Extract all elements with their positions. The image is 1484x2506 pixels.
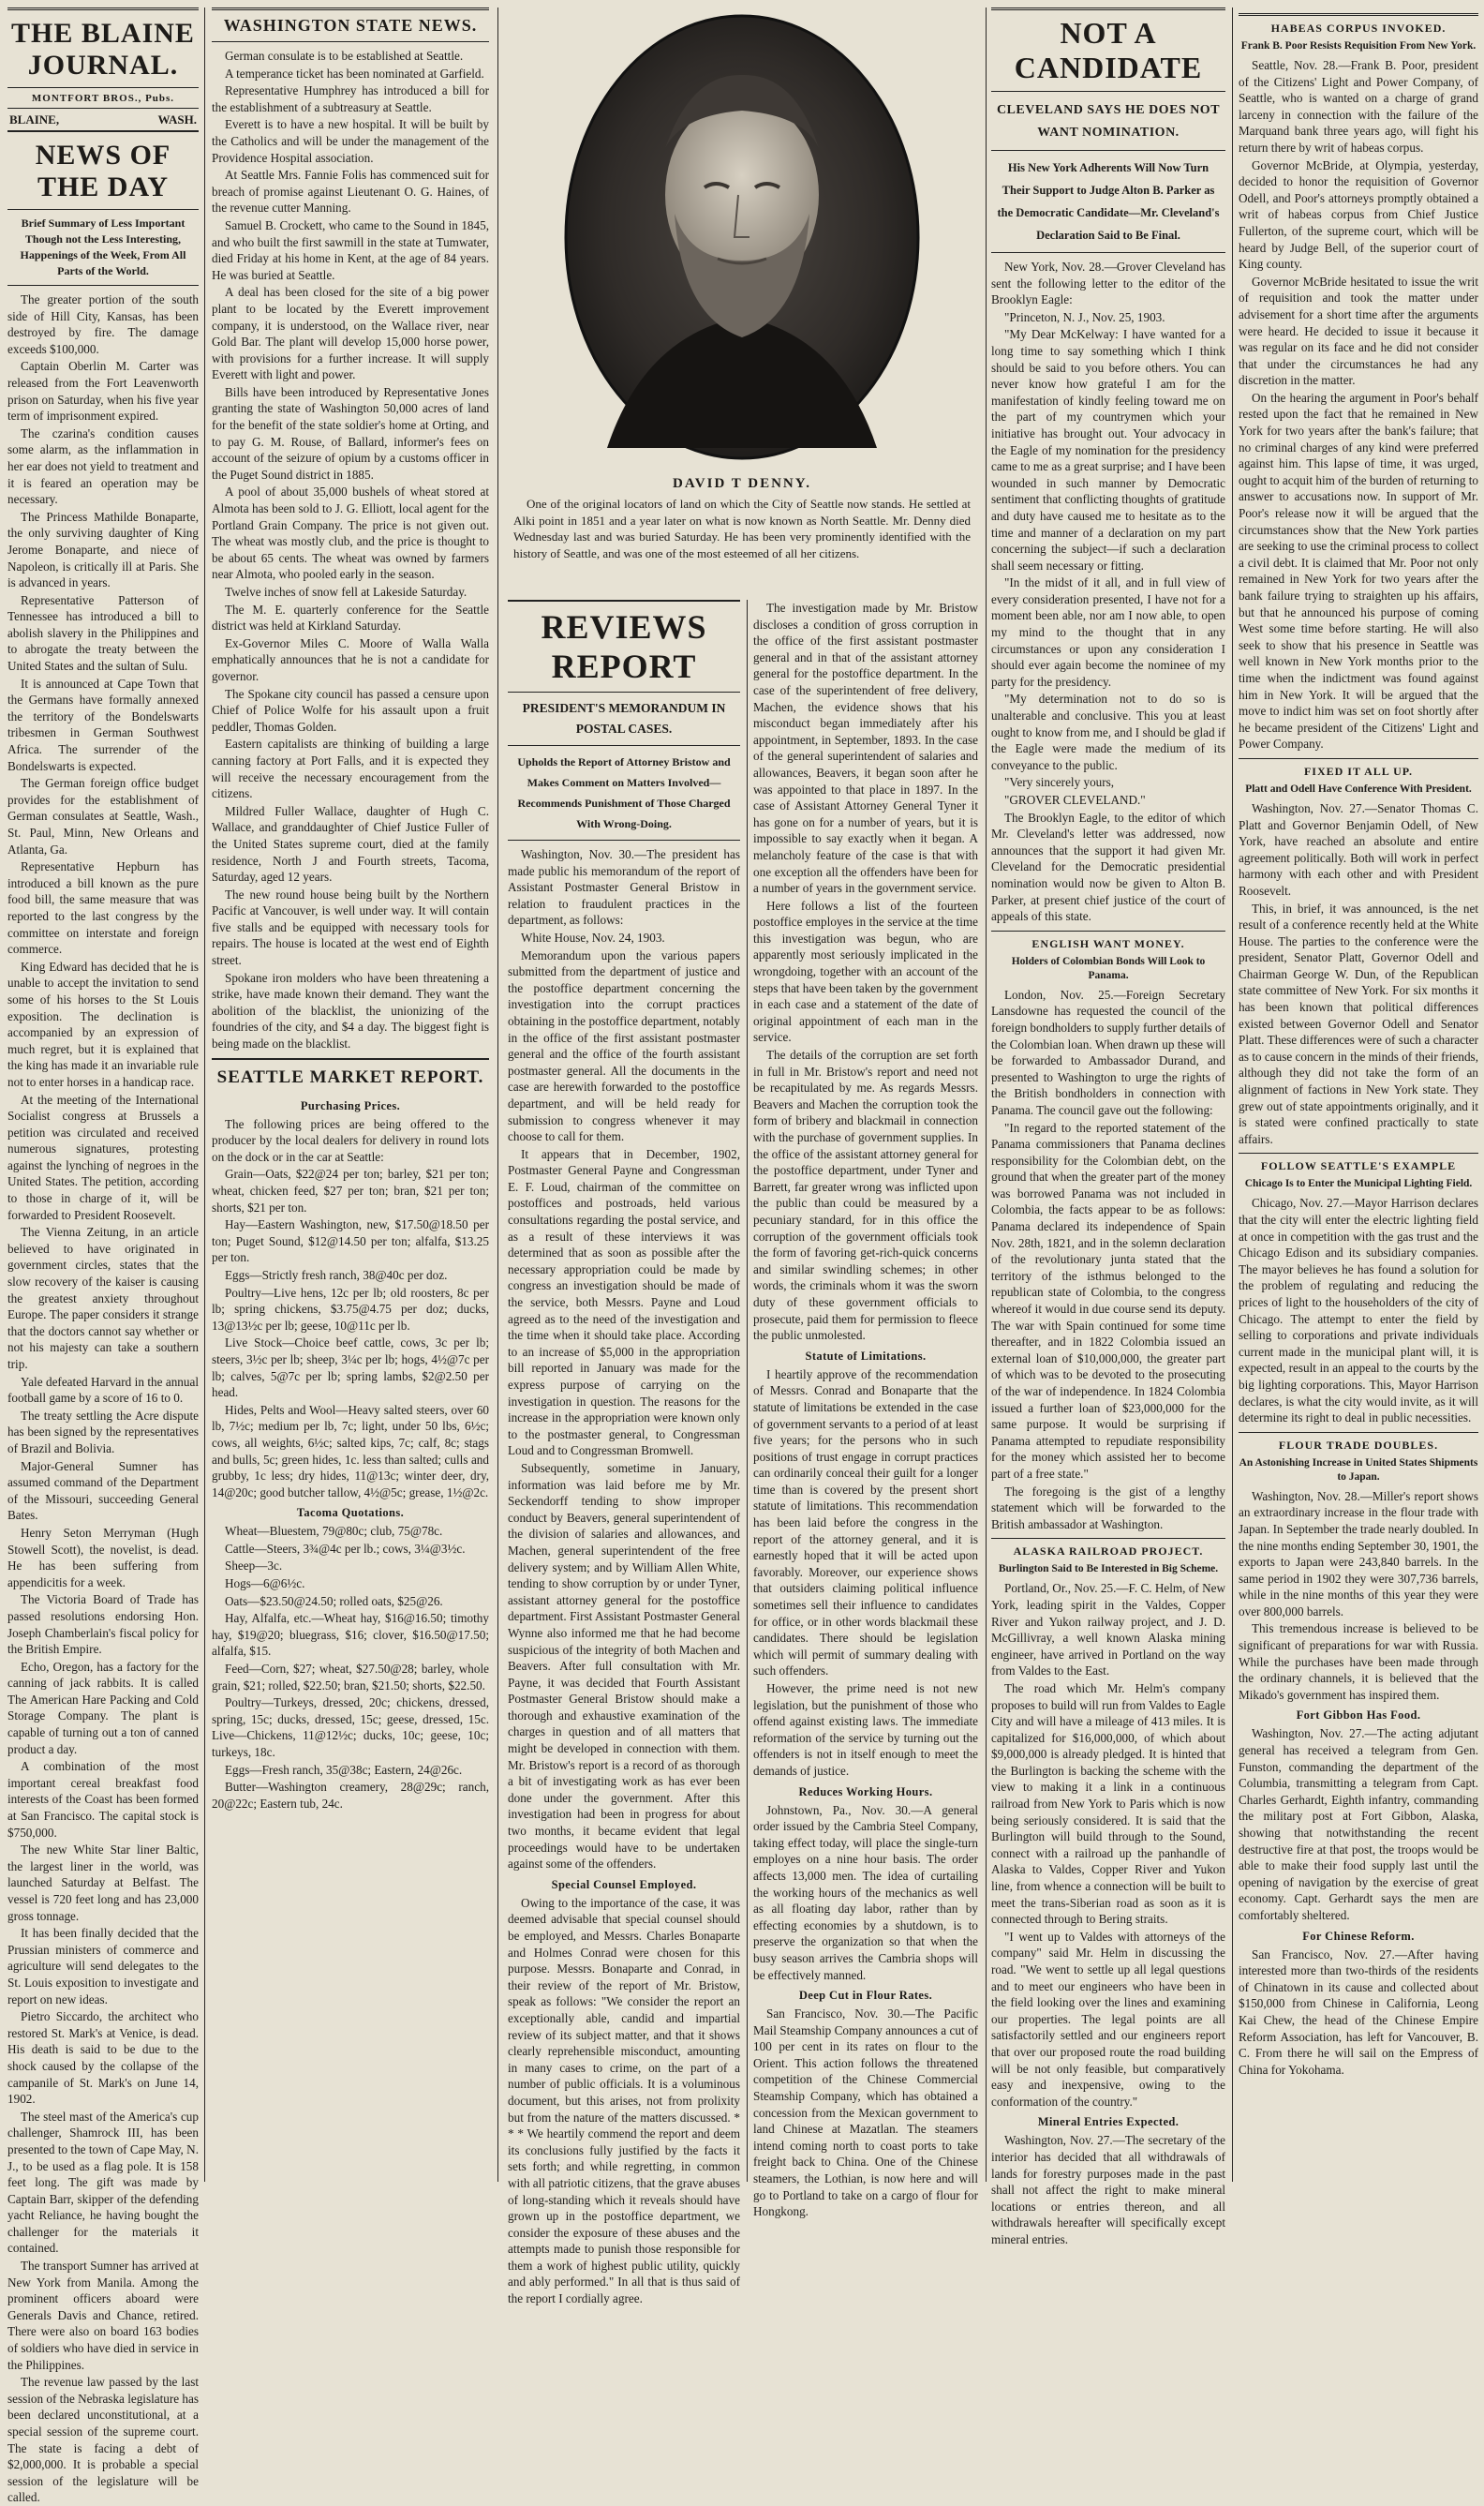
news-item: Representative Hepburn has introduced a bill known as the pure food bill, the same measure that was reported to the last congress by the committee on interstate and foreign commerce. — [7, 859, 199, 957]
flour-body — [1239, 1488, 1478, 1704]
news-item: The czarina's condition causes some alarm, as the inflammation in her ear does not yield to treatment and it is feared an operation may be necessary. — [7, 425, 199, 507]
candidate-deck: CLEVELAND SAYS HE DOES NOT WANT NOMINATION. — [991, 97, 1225, 151]
market-item: Grain—Oats, $22@24 per ton; barley, $21 per ton; wheat, chicken feed, $27 per ton; bran, $21 per ton; shorts, $21 per ton. — [212, 1167, 489, 1215]
masthead-title: THE BLAINE JOURNAL. — [7, 7, 199, 88]
news-item: King Edward has decided that he is unable to accept the invitation to send some of his horses to the St Louis exposition. The declination is accompanied by an expression of much regret, but it is explained that the king has made it an invariable rule not to enter horses in a handicap race. — [7, 959, 199, 1089]
special-counsel-title: Special Counsel Employed. — [551, 1877, 697, 1891]
market-item: Hay—Eastern Washington, new, $17.50@18.50 per ton; Puget Sound, $12@14.50 per ton; alfalfa, $13.25 per ton. — [212, 1217, 489, 1265]
chinese-title: For Chinese Reform. — [1302, 1929, 1415, 1943]
reviews-body — [508, 846, 740, 1872]
market-item: Hides, Pelts and Wool—Heavy salted steers, over 60 lb, 7½c; medium per lb, 7c; light, under 50 lbs, 6½c; cows, all weights, 6½c; salted kips, 7c; calf, 8c; stags and bulls, 5c; green hides, 1c. less than salted; culls and grubby, 1c less; dry hides, 11@13c; winter deer, dry, 14@20c; good butcher tallow, 4½@5c; grease, 1½@2c. — [212, 1402, 489, 1499]
alaska-paragraph: The road which Mr. Helm's company proposes to build will run from Valdes to Eagle City and will have a mileage of 413 miles. It is capitalized for $16,000,000, of which about $9,000,000 is already pledged. It is hinted that the Burlington is backing the scheme with the view to making it a link in a continuous railroad from New York to Paris which is now being seriously considered. It is said that the Burlington will build through to the Sound, connect with a railroad up the panhandle of Alaska to Valdes, Copper River and Yukon line, from whence a connection will be built to meet the trans-Siberian road as soon as it is connected through to Bering straits. — [991, 1680, 1225, 1927]
news-item: A pool of about 35,000 bushels of wheat stored at Almota has been sold to J. G. Elliott, local agent for the Portland Grain Company. The price is not given out. The wheat was mostly club, and the price is thought to be about 65 cents. The wheat was owned by farmers near Almota, who pooled early in the season. — [212, 485, 489, 582]
tacoma-item: Hay, Alfalfa, etc.—Wheat hay, $16@16.50; timothy hay, $19@20; bluegrass, $16; clover, $16.50@17.50; alfalfa, $15. — [212, 1611, 489, 1659]
column-rule — [986, 7, 987, 2182]
news-item: The German foreign office budget provides for the establishment of German consulates at Seattle, Wash., St. Paul, Minn, New Orleans and Atlanta, Ga. — [7, 776, 199, 857]
special-counsel-paragraph: The investigation made by Mr. Bristow discloses a condition of gross corruption in the office of the first assistant postmaster general and in that of the assistant attorney general for the postoffice department. In the case of the superintendent of free delivery, Machen, the evidence shows that his misconduct began immediately after his appointment, in September, 1893. In the case of the general superintendent of salaries and allowances, Beavers, it began soon after he was appointed to that place in 1897. In the case of Assistant Attorney General Tyner it has gone on for a number of years, but it is impossible to say exactly when it began. A melancholy feature of the case is that with one exception all the offenders have been for a number of years in the government service. — [753, 601, 978, 896]
news-item: The Vienna Zeitung, in an article believed to have originated in government circles, states that the slow recovery of the kaiser is causing the greatest anxiety throughout Europe. The paper considers it strange that the doctors cannot say whether or not his majesty can take a southern trip. — [7, 1225, 199, 1371]
news-item: The new round house being built by the Northern Pacific at Vancouver, is well under way. It will contain five stalls and be equipped with necessary tools for repairs. The house is located at the west end of Eighth street. — [212, 887, 489, 968]
column-habeas — [1239, 7, 1478, 2184]
reduces-title: Reduces Working Hours. — [798, 1784, 933, 1798]
limitations-body — [753, 1366, 978, 1780]
news-item: Representative Humphrey has introduced a bill for the establishment of a subtreasury at Seattle. — [212, 83, 489, 114]
news-of-day-title: NEWS OF THE DAY — [7, 138, 199, 210]
market-item: Eggs—Strictly fresh ranch, 38@40c per doz. — [225, 1267, 448, 1282]
column-washington-news — [212, 7, 489, 2184]
reduces-body: Johnstown, Pa., Nov. 30.—A general order issued by the Cambria Steel Company, taking effect today, will place the single-turn employes on a nine hour basis. The order affects 13,000 men. The idea of curtailing the working hours of the mechanics as well as all floating day labor, rather than by effecting economies by a shutdown, is to preserve the organization so that when the busy season arrives the Cambria shops will be effectively manned. — [753, 1802, 978, 1982]
market-body — [212, 1116, 489, 1501]
masthead-town: BLAINE, — [9, 112, 60, 127]
column-news-of-day — [7, 7, 199, 2505]
portrait-block — [504, 7, 980, 664]
tacoma-item: Wheat—Bluestem, 79@80c; club, 75@78c. — [225, 1524, 443, 1539]
fixed-deck: Platt and Odell Have Conference With President. — [1245, 783, 1472, 795]
candidate-body — [991, 259, 1225, 925]
follow-deck: Chicago Is to Enter the Municipal Lighting Field. — [1244, 1178, 1473, 1190]
candidate-paragraph: "Very sincerely yours, — [1004, 775, 1115, 790]
candidate-subdeck: His New York Adherents Will Now Turn Their Support to Judge Alton B. Parker as the Democratic Candidate—Mr. Cleveland's Declaration Said to Be Final. — [991, 157, 1225, 253]
column-rule — [204, 7, 205, 2182]
tacoma-item: Cattle—Steers, 3¾@4c per lb.; cows, 3¼@3½c. — [225, 1541, 466, 1556]
reviews-title: REVIEWS REPORT — [508, 600, 740, 693]
flour-deck: An Astonishing Increase in United States Shipments to Japan. — [1239, 1456, 1478, 1483]
english-body — [991, 987, 1225, 1533]
special-counsel-paragraph: Owing to the importance of the case, it was deemed advisable that special counsel should be employed, and Messrs. Charles Bonaparte and Holmes Conrad were chosen for this purpose. Messrs. Bonaparte and Conrad, in their review of the report of Mr. Bristow, speak as follows: "We consider the report an exceptionally able, candid and impartial review of its subject matter, and that it shows clearly reprehensible misconduct, amounting in many cases to crime, on the part of a number of public officials. It is a voluminous document, but this arises, not from prolixity but from the nature of the matters discussed. * * * We heartily commend the report and deem its conclusions fully justified by the facts it sets forth; and while regretting, in common with all patriotic citizens, that the grave abuses of long-standing which it reveals should have grown up in the postoffice department, we consider the exposure of these abuses and the attempts made to punish those responsible for them a work of highest public utility, quickly and ably performed." In all that is thus said of the report I cordially agree. — [508, 1895, 740, 2306]
reviews-paragraph: Washington, Nov. 30.—The president has made public his memorandum of the report of Assistant Postmaster General Bristow in relation to fraudulent practices in the department, as follows: — [508, 847, 740, 928]
news-item: Samuel B. Crockett, who came to the Sound in 1845, and who built the first sawmill in the state at Tumwater, died Friday at his home in Kent, at the age of 84 years. He was buried at Seattle. — [212, 217, 489, 282]
flour-title: FLOUR TRADE DOUBLES. — [1239, 1432, 1478, 1454]
candidate-paragraph: New York, Nov. 28.—Grover Cleveland has sent the following letter to the editor of the Brooklyn Eagle: — [991, 260, 1225, 307]
reviews-paragraph: It appears that in December, 1902, Postmaster General Payne and Congressman E. F. Loud, chairman of the committee on postoffices and postroads, held various consultations regarding the postal service, and as a result of these interviews it was determined that as soon as possible after the necessary appropriation could be made by congress an investigation should be made of the service, both Messrs. Payne and Loud agreed as to the need of the investigation and the time when it should take place. According to an increase of $5,000 in the appropriation bill reported in January was made for the express purpose of carrying on the investigation in question. The reasons for the increase in the appropriation were known only to the postmaster general, to Congressman Loud and to Congressman Bromwell. — [508, 1146, 740, 1458]
habeas-paragraph: Seattle, Nov. 28.—Frank B. Poor, president of the Citizens' Light and Power Company, of Seattle, who is wanted on a charge of grand larceny in connection with the failure of the Marquand bank three years ago, will fight his return there by writ of habeas corpus. — [1239, 58, 1478, 155]
masthead-publishers: MONTFORT BROS., Pubs. — [7, 91, 199, 109]
news-item: Spokane iron molders who have been threatening a strike, have made known their demand. They want the abolition of the blacklist, the unionizing of the foundries of the city, and $4 a day. The biggest fight is being made on the blacklist. — [212, 970, 489, 1052]
portrait-caption-block — [504, 476, 980, 562]
candidate-paragraph: "My determination not to do so is unalterable and conclusive. This you at least ought to know from me, and I should be glad if the Eagle were made the medium of its conveyance to the public. — [991, 692, 1225, 772]
news-item: The Spokane city council has passed a censure upon Chief of Police Wolfe for his assault upon a fruit peddler, Thomas Golden. — [212, 686, 489, 734]
mineral-title: Mineral Entries Expected. — [1037, 2115, 1180, 2129]
alaska-body — [991, 1580, 1225, 2110]
english-deck: Holders of Colombian Bonds Will Look to Panama. — [1011, 955, 1206, 981]
news-item: Everett is to have a new hospital. It will be built by the Catholics and will be under the management of the Providence Hospital association. — [212, 117, 489, 165]
tacoma-item: Oats—$23.50@24.50; rolled oats, $25@26. — [225, 1593, 443, 1608]
habeas-paragraph: Governor McBride, at Olympia, yesterday, decided to honor the requisition of Governor Odell, and Poor's attorneys promptly obtained a writ of habeas corpus from Chief Justice Fullerton, of the supreme court, which will be heard by Judge Bell, of the superior court of King county. — [1239, 157, 1478, 272]
reviews-paragraph: Subsequently, sometime in January, information was laid before me by Mr. Seckendorff tending to show improper conduct by Beavers, general superintendent of the division of salaries and allowances, and Machen, general superintendent of the free delivery system; and by William Allen White, tending to show corruption by or under Tyner, assistant attorney general for the postoffice department. First Assistant Postmaster General Wynne also informed me that he had become suspicious of the integrity of both Machen and Beavers. After full consultation with Mr. Payne, it was decided that Fourth Assistant Postmaster General Bristow should make a thorough and exhaustive examination of the charges in question and of all matters that might be developed in connection with them. Mr. Bristow's report is a record of as thorough a bit of investigating work as has ever been done under the government. After this investigation had been in progress for about two months, it became evident that legal proceedings would have to be undertaken against some of the offenders. — [508, 1460, 740, 1872]
news-item: A combination of the most important cereal breakfast food interests of the Coast has been formed at San Francisco. The capital stock is $750,000. — [7, 1759, 199, 1840]
news-item: It has been finally decided that the Prussian ministers of commerce and agriculture will send delegates to the St. Louis exposition to investigate and report on new ideas. — [7, 1926, 199, 2006]
habeas-paragraph: Governor McBride hesitated to issue the writ of requisition and took the matter under advisement for a short time after the arguments were heard. He decided to issue it because it was regular on its face and he did not consider that under the circumstances he had any discretion in the matter. — [1239, 274, 1478, 388]
candidate-paragraph: "My Dear McKelway: I have wanted for a long time to say something which I think should be said to you before others. You can never know how grateful I am for the manifestation of kindly feeling toward me on the part of my countrymen which your initiative has brought out. Your advocacy in the Eagle of my nomination for the presidency came to me as a great surprise; and I have been wounded in such manner by Democratic sentiment that conflicting thoughts of gratitude and duty have caused me to hesitate as to the time and manner of a declaration on my part concerning the subject—if such a declaration shall seem necessary or fitting. — [991, 327, 1225, 573]
follow-body: Chicago, Nov. 27.—Mayor Harrison declares that the city will enter the electric lighting field at once in competition with the gas trust and the Chicago Edison and its subsidiary companies. The mayor believes he has found a solution for the problem of regulating and reducing the prices of light to the householders of the city of Chicago. The attempt to enter the field by selling to corporations and private individuals current made in the municipal plant will, it is expected, result in an appeal to the courts by the big lighting corporations. This, Mayor Harrison declares, is what the city would invite, as it will determine its right to deal in public necessities. — [1239, 1196, 1478, 1425]
limitations-paragraph: However, the prime need is not new legislation, but the punishment of those who offend against existing laws. The immediate reformation of the service by turning out the offenders is not in itself enough to meet the demands of justice. — [753, 1681, 978, 1778]
news-item: Representative Patterson of Tennessee has introduced a bill to abolish slavery in the Philippines and to abrogate the treaty between the United States and the sultan of Sulu. — [7, 592, 199, 674]
reviews-paragraph: Memorandum upon the various papers submitted from the department of justice and the postoffice department concerning the investigation into the corrupt practices obtaining in the postoffice department, notably in the office of the first assistant postmaster general and the office of the fourth assistant postmaster general. All the documents in the case are herewith forwarded to the postoffice department, and will be held ready for submission to congress whenever it may choose to call for them. — [508, 947, 740, 1144]
market-item: Live Stock—Choice beef cattle, cows, 3c per lb; steers, 3½c per lb; sheep, 3¼c per lb; hogs, 4½@7c per lb; calves, 5@7c per lb; spring lambs, $2@2.50 per head. — [212, 1335, 489, 1400]
tacoma-item: Sheep—3c. — [225, 1559, 283, 1574]
news-item: Yale defeated Harvard in the annual football game by a score of 16 to 0. — [7, 1374, 199, 1406]
tacoma-item: Hogs—6@6½c. — [225, 1576, 305, 1591]
special-counsel-paragraph: Here follows a list of the fourteen postoffice employes in the service at the time this investigation was begun, who are apparently most seriously implicated in the wrongdoing, together with an account of the steps that have been taken by the government in each case and a statement of the date of original appointment of each man in the service. — [753, 898, 978, 1045]
news-item: The steel mast of the America's cup challenger, Shamrock III, has been presented to the town of Cape May, N. J., to be used as a flag pole. It is 158 feet long. The gift was made by Captain Barr, skipper of the defending yacht Reliance, he having bought the challenger for the materials it contained. — [7, 2109, 199, 2256]
david-denny-portrait — [504, 7, 980, 470]
tacoma-item: Butter—Washington creamery, 28@29c; ranch, 20@22c; Eastern tub, 24c. — [212, 1780, 489, 1811]
market-item: The following prices are being offered to the producer by the local dealers for delivery in round lots on the dock or in the car at Seattle: — [212, 1116, 489, 1164]
special-counsel-continued — [753, 600, 978, 1344]
market-title: SEATTLE MARKET REPORT. — [212, 1058, 489, 1094]
news-item: The transport Sumner has arrived at New York from Manila. Among the prominent officers aboard were Generals Davis and Chance, retired. There were also on board 163 bodies of soldiers who have died in service in the Philippines. — [7, 2259, 199, 2372]
news-of-day-deck: Brief Summary of Less Important Though not the Less Interesting, Happenings of the Week, From All Parts of the World. — [7, 216, 199, 286]
special-counsel-paragraph: The details of the corruption are set forth in full in Mr. Bristow's report and need not be recapitulated by me. As regards Messrs. Beavers and Machen the corruption took the form of bribery and blackmail in connection with the purchase of government supplies. In the office of the assistant attorney general for the postoffice department, under Tyner and Barrett, far greater wrong was inflicted upon the public than could be measured by a pecuniary standard, for in this office the corruption of the government officials took the form of favoring get-rich-quick concerns and similar swindling schemes; in other words, the criminals whom it was the sworn duty of these government officials to prosecute, paid them for permission to fleece the public unmolested. — [753, 1048, 978, 1343]
candidate-title: NOT A CANDIDATE — [991, 7, 1225, 92]
news-item: The M. E. quarterly conference for the Seattle district was held at Kirkland Saturday. — [212, 602, 489, 634]
masthead-state: WASH. — [157, 112, 197, 127]
mineral-body: Washington, Nov. 27.—The secretary of the interior has decided that all withdrawals of lands for forestry purposes made in the past shall not affect the right to make mineral locations or entries thereon, and all withdrawals hereafter will specifically except mineral entries. — [991, 2133, 1225, 2246]
habeas-deck: Frank B. Poor Resists Requisition From New York. — [1240, 40, 1477, 52]
news-item: Ex-Governor Miles C. Moore of Walla Walla emphatically announces that he is not a candidate for governor. — [212, 635, 489, 683]
news-item: The Victoria Board of Trade has passed resolutions endorsing Hon. Joseph Chamberlain's fiscal policy for the British Empire. — [7, 1592, 199, 1657]
news-item: Eastern capitalists are thinking of building a large canning factory at Port Falls, and it is expected they will receive the necessary encouragement from the citizens. — [212, 737, 489, 801]
tacoma-item: Eggs—Fresh ranch, 35@38c; Eastern, 24@26c. — [225, 1762, 463, 1777]
news-item: Echo, Oregon, has a factory for the canning of jack rabbits. It is called The American Hare Packing and Cold Storage Company. The plant is capable of turning out a ton of canned product a day. — [7, 1659, 199, 1756]
news-item: German consulate is to be established at Seattle. — [225, 49, 464, 63]
limitations-paragraph: I heartily approve of the recommendation of Messrs. Conrad and Bonaparte that the statute of limitations be extended in the case of government servants to a period of at least five years; for the persons who in such positions of trust engage in corrupt practices can ordinarily conceal their guilt for a longer time than is covered by the present short statute of limitations. This recommendation has been laid before the congress in the report of the attorney general, and it is earnestly hoped that it will be acted upon favorably. Moreover, our experience shows that outsiders claiming political influence sometimes sell their influence to candidates for office, or in other words blackmail these candidates. There should be legislation which will permit of summary dealing with such offenders. — [753, 1366, 978, 1678]
chinese-body: San Francisco, Nov. 27.—After having interested more than two-thirds of the residents of Chinatown in its cause and collected about $150,000 from Chinese in California, Leong Kai Chew, the head of the Chinese Empire Reform Association, has left for Vancouver, B. C. From there he will sail on the Empress of China for Yokohama. — [1239, 1947, 1478, 2077]
news-item: Bills have been introduced by Representative Jones granting the state of Washington 50,000 acres of land for the benefit of the state soldier's home at Orting, and to pay G. M. Rouse, of Ballard, informer's fees on account of the seizure of opium by a customs officer in the Puget Sound district in 1885. — [212, 384, 489, 482]
flour-cut-body: San Francisco, Nov. 30.—The Pacific Mail Steamship Company announces a cut of 100 per cent in its rates on flour to the Orient. This action follows the threatened competition of the Chinese Commercial Steamship Company, which has obtained a concession from the Mexican government to land Chinese at Mazatlan. The steamers intend coming north to coast ports to take freight back to China. One of the Chinese steamers, the Lothian, is now here and will go to Portland to take on a cargo of flour for Hongkong. — [753, 2006, 978, 2219]
news-item: A temperance ticket has been nominated at Garfield. — [225, 66, 484, 81]
fixed-paragraph: This, in brief, it was announced, is the net result of a conference recently held at the White House. The parties to the conference were the president, Senator Platt, Governor Odell and Chairman George W. Dun, of the Republican state committee of New York. For six months it has been known that political differences existed between Governor Odell and Senator Platt. These differences were of such a character as to cause concern in the minds of their friends, although they did not take the form of an alignment of factions in New York state. They grew out of state appointments originally, and it is stated were confined practically to state affairs. — [1239, 901, 1478, 1146]
news-item: Henry Seton Merryman (Hugh Stowell Scott), the novelist, is dead. He has been suffering from appendicitis for a week. — [7, 1525, 199, 1589]
news-item: The greater portion of the south side of Hill City, Kansas, has been destroyed by fire. The damage exceeds $100,000. — [7, 292, 199, 356]
market-subtitle: Purchasing Prices. — [300, 1098, 401, 1112]
news-item: Captain Oberlin M. Carter was released from the Fort Leavenworth prison on Saturday, when his five year term of imprisonment expired. — [7, 359, 199, 424]
alaska-paragraph: Portland, Or., Nov. 25.—F. C. Helm, of New York, leading spirit in the Valdes, Copper River and Yukon railway project, and J. D. McGillivray, a well known Alaska mining engineer, have arrived in Portland on the way from Valdes to the East. — [991, 1581, 1225, 1678]
news-item: At Seattle Mrs. Fannie Folis has commenced suit for breach of promise against Lieutenant O. G. Haines, of the revenue cutter Manning. — [212, 168, 489, 216]
gibbon-title: Fort Gibbon Has Food. — [1296, 1708, 1421, 1723]
candidate-paragraph: The Brooklyn Eagle, to the editor of which Mr. Cleveland's letter was addressed, now announces that the support it had given Mr. Cleveland for the Democratic presidential nomination would now be given to Alton B. Parker, at present chief justice of the court of appeals of this state. — [991, 810, 1225, 924]
alaska-deck: Burlington Said to Be Interested in Big Scheme. — [998, 1563, 1219, 1575]
news-item: The revenue law passed by the last session of the Nebraska legislature has been declared unconstitutional, at a special session of the supreme court. The state is facing a debt of $2,000,000. It is probable a special session of the legislature will be called. — [7, 2375, 199, 2505]
flour-cut-title: Deep Cut in Flour Rates. — [798, 1989, 933, 2003]
news-item: Major-General Sumner has assumed command of the Department of the Missouri, succeeding General Bates. — [7, 1458, 199, 1523]
special-counsel-body — [508, 1895, 740, 2307]
column-rule — [497, 7, 498, 2182]
tacoma-title: Tacoma Quotations. — [296, 1506, 405, 1520]
reviews-subdeck: Upholds the Report of Attorney Bristow and Makes Comment on Matters Involved—Recommends Punishment of Those Charged With Wrong-Doing. — [508, 752, 740, 841]
masthead-dateline — [7, 109, 199, 132]
english-paragraph: London, Nov. 25.—Foreign Secretary Lansdowne has requested the council of the foreign bondholders to supply further details of the Colombian loan. When drawn up these will be forwarded to Ambassador Durand, and presented to Washington to urge the rights of the British bondholders in connection with Panama. The council gave out the following: — [991, 987, 1225, 1117]
news-item: At the meeting of the International Socialist congress at Brussels a petition was circulated and received numerous signatures, protesting against the lynching of negroes in the United States. The petition, according to those in charge of it, will be forwarded to President Roosevelt. — [7, 1092, 199, 1222]
english-paragraph: "In regard to the reported statement of the Panama commissioners that Panama declines responsibility for the Colombian debt, on the ground that when the greater part of the money was borrowed Panama was not included in Colombia, the facts appear to be as follows: Panama declared its independence of Spain Nov. 28th, 1821, and in the solemn declaration of the revolutionary junta stated that the territory of the isthmus belonged to the republican state of Colombia, to the congress whereof it would in due course send its deputy. The war with Spain continued for some time thereafter, and in 1822 Colombia issued an external loan of $10,000,000, the greater part of which was to be devoted to the prosecuting of the war of independence. In 1824 Colombia issued a further loan of $23,000,000 for the same purpose. It would be surprising if Panama attempted to repudiate responsibility for the money which assisted her to become part of a free state." — [991, 1120, 1225, 1481]
reviews-deck: PRESIDENT'S MEMORANDUM IN POSTAL CASES. — [508, 698, 740, 746]
follow-title: FOLLOW SEATTLE'S EXAMPLE — [1239, 1153, 1478, 1175]
column-candidate — [991, 7, 1225, 2246]
english-title: ENGLISH WANT MONEY. — [991, 931, 1225, 953]
fixed-paragraph: Washington, Nov. 27.—Senator Thomas C. Platt and Governor Benjamin Odell, of New York, have reached an absolute and entire agreement politically. Both will work in perfect harmony with each other and with President Roosevelt. — [1239, 800, 1478, 898]
fixed-title: FIXED IT ALL UP. — [1239, 758, 1478, 781]
column-reviews — [508, 600, 740, 2306]
news-item: Twelve inches of snow fell at Lakeside Saturday. — [225, 585, 467, 599]
habeas-title: HABEAS CORPUS INVOKED. — [1239, 13, 1478, 37]
candidate-paragraph: "In the midst of it all, and in full view of every consideration presented, I have not for a moment been able, nor am I now able, to open my mind to the thought that in any circumstances or upon any consideration I should ever again become the nominee of my party for the presidency. — [991, 575, 1225, 689]
reviews-paragraph: White House, Nov. 24, 1903. — [521, 930, 665, 945]
portrait-caption: One of the original locators of land on which the City of Seattle now stands. He settled at Alki point in 1851 and a year later on what is now known as North Seattle. Mr. Denny died Wednesday last and was buried Saturday. He has been very prominently identified with the history of Seattle, and was one of the most esteemed of all her citizens. — [513, 497, 971, 560]
habeas-paragraph: On the hearing the argument in Poor's behalf rested upon the fact that he remained in New York for two years after the bank's failure; that no criminal charges of any kind were preferred against him. This lapse of time, it was urged, ought to acquit him of the burden of returning to answer to accusations now. In support of Mr. Poor's release now it will be argued that the circumstances show that the New York parties are seeking to use the criminal process to collect a civil debt. It is claimed that Mr. Poor not only remained in New York for two years after the bank failure trying to straighten up his affairs, but that he announced his purpose of coming West some time before starting. He will also seek to show that his presence in Seattle was well known in New York months prior to the time when the indictment was found against him in New York. It will be argued that the move to indict him was set on foot shortly after he became president of the Citizens' Light and Power Company. — [1239, 390, 1479, 752]
news-item: Pietro Siccardo, the architect who restored St. Mark's at Venice, is dead. His death is said to be due to the shock caused by the collapse of the campanile of St. Mark's on June 14, 1902. — [7, 2009, 199, 2107]
news-item: The new White Star liner Baltic, the largest liner in the world, was launched Saturday at Belfast. The vessel is 720 feet long and has 23,000 gross tonnage. — [7, 1842, 199, 1923]
tacoma-item: Poultry—Turkeys, dressed, 20c; chickens, dressed, spring, 15c; ducks, dressed, 15c; geese, dressed, 15c. Live—Chickens, 11@12½c; ducks, 10c; geese, 10c; turkeys, 18c. — [212, 1695, 489, 1759]
alaska-paragraph: "I went up to Valdes with attorneys of the company" said Mr. Helm in discussing the road. "We went to settle up all legal questions and to meet our engineers who have been in the field looking over the lines and examining our properties. The legal points are all satisfactorily settled and our engineers report that over our proposed route the road building will be not only feasible, but comparatively easy and inexpensive, owing to the conformation of the country." — [991, 1929, 1225, 2109]
washington-news-body — [212, 48, 489, 1052]
candidate-paragraph: "Princeton, N. J., Nov. 25, 1903. — [1004, 309, 1165, 324]
news-item: Mildred Fuller Wallace, daughter of Hugh C. Wallace, and granddaughter of Chief Justice Fuller of the United States supreme court, died at the family residence, North J and Fourth streets, Tacoma, Saturday, aged 12 years. — [212, 803, 489, 885]
tacoma-item: Feed—Corn, $27; wheat, $27.50@28; barley, whole grain, $21; rolled, $22.50; bran, $21.50; shorts, $22.50. — [212, 1662, 489, 1693]
column-rule — [1232, 7, 1233, 2182]
news-item: A deal has been closed for the site of a big power plant to be located by the Everett improvement company, it is understood, on the Wallace river, near Gold Bar. The plant will develop 15,000 horse power, with provisions for a further increase. It will supply Everett with light and power. — [212, 285, 489, 382]
alaska-title: ALASKA RAILROAD PROJECT. — [991, 1538, 1225, 1560]
tacoma-body — [212, 1523, 489, 1812]
portrait-name: DAVID T DENNY. — [673, 476, 811, 491]
news-of-day-body — [7, 291, 199, 2506]
news-item: It is announced at Cape Town that the Germans have formally annexed the territory of the Bondelswarts tribesmen in German Southwest Africa. The surrender of the Bondelswarts is expected. — [7, 676, 199, 773]
habeas-body — [1239, 57, 1478, 753]
news-item: The treaty settling the Acre dispute has been signed by the representatives of Brazil and Bolivia. — [7, 1408, 199, 1455]
news-item: The Princess Mathilde Bonaparte, the only surviving daughter of King Jerome Bonaparte, and niece of Napoleon, is critically ill at Paris. She is advanced in years. — [7, 509, 199, 590]
washington-news-title: WASHINGTON STATE NEWS. — [212, 7, 489, 42]
candidate-paragraph: "GROVER CLEVELAND." — [1004, 793, 1146, 807]
column-rule — [747, 600, 748, 2182]
flour-paragraph: Washington, Nov. 28.—Miller's report shows an extraordinary increase in the flour trade with Japan. In September the trade nearly doubled. In the nine months ending September 30, 1901, the exports to Japan were 243,840 barrels. In the same period in 1902 they were 307,736 barrels, while in the nine months of this year they were over 800,000 barrels. — [1239, 1488, 1478, 1618]
fixed-body — [1239, 800, 1478, 1147]
market-item: Poultry—Live hens, 12c per lb; old roosters, 8c per lb; spring chickens, $3.75@4.75 per doz; ducks, 13@13½c per lb; geese, 10@11c per lb. — [212, 1285, 489, 1333]
flour-paragraph: This tremendous increase is believed to be significant of preparations for war with Russia. While the purchases have been made through the ordinary channels, it is believed that the Mikado's government has inspired them. — [1239, 1621, 1478, 1702]
english-paragraph: The foregoing is the gist of a lengthy statement which will be forwarded to the British ambassador at Washington. — [991, 1484, 1225, 1531]
column-reviews-continued — [753, 600, 978, 2219]
limitations-title: Statute of Limitations. — [805, 1349, 927, 1363]
gibbon-body: Washington, Nov. 27.—The acting adjutant general has received a telegram from Gen. Funston, commanding the department of the Columbia, transmitting a telegram from Capt. Charles Gerhardt, Eighth infantry, commanding the military post at Fort Gibbon, Alaska, showing that notwithstanding the recent destructive fire at that post, the troops would be able to make their food supply last until the opening of navigation by the exercise of great economy. Capt. Gerhardt says the men are comfortably sheltered. — [1239, 1726, 1478, 1922]
